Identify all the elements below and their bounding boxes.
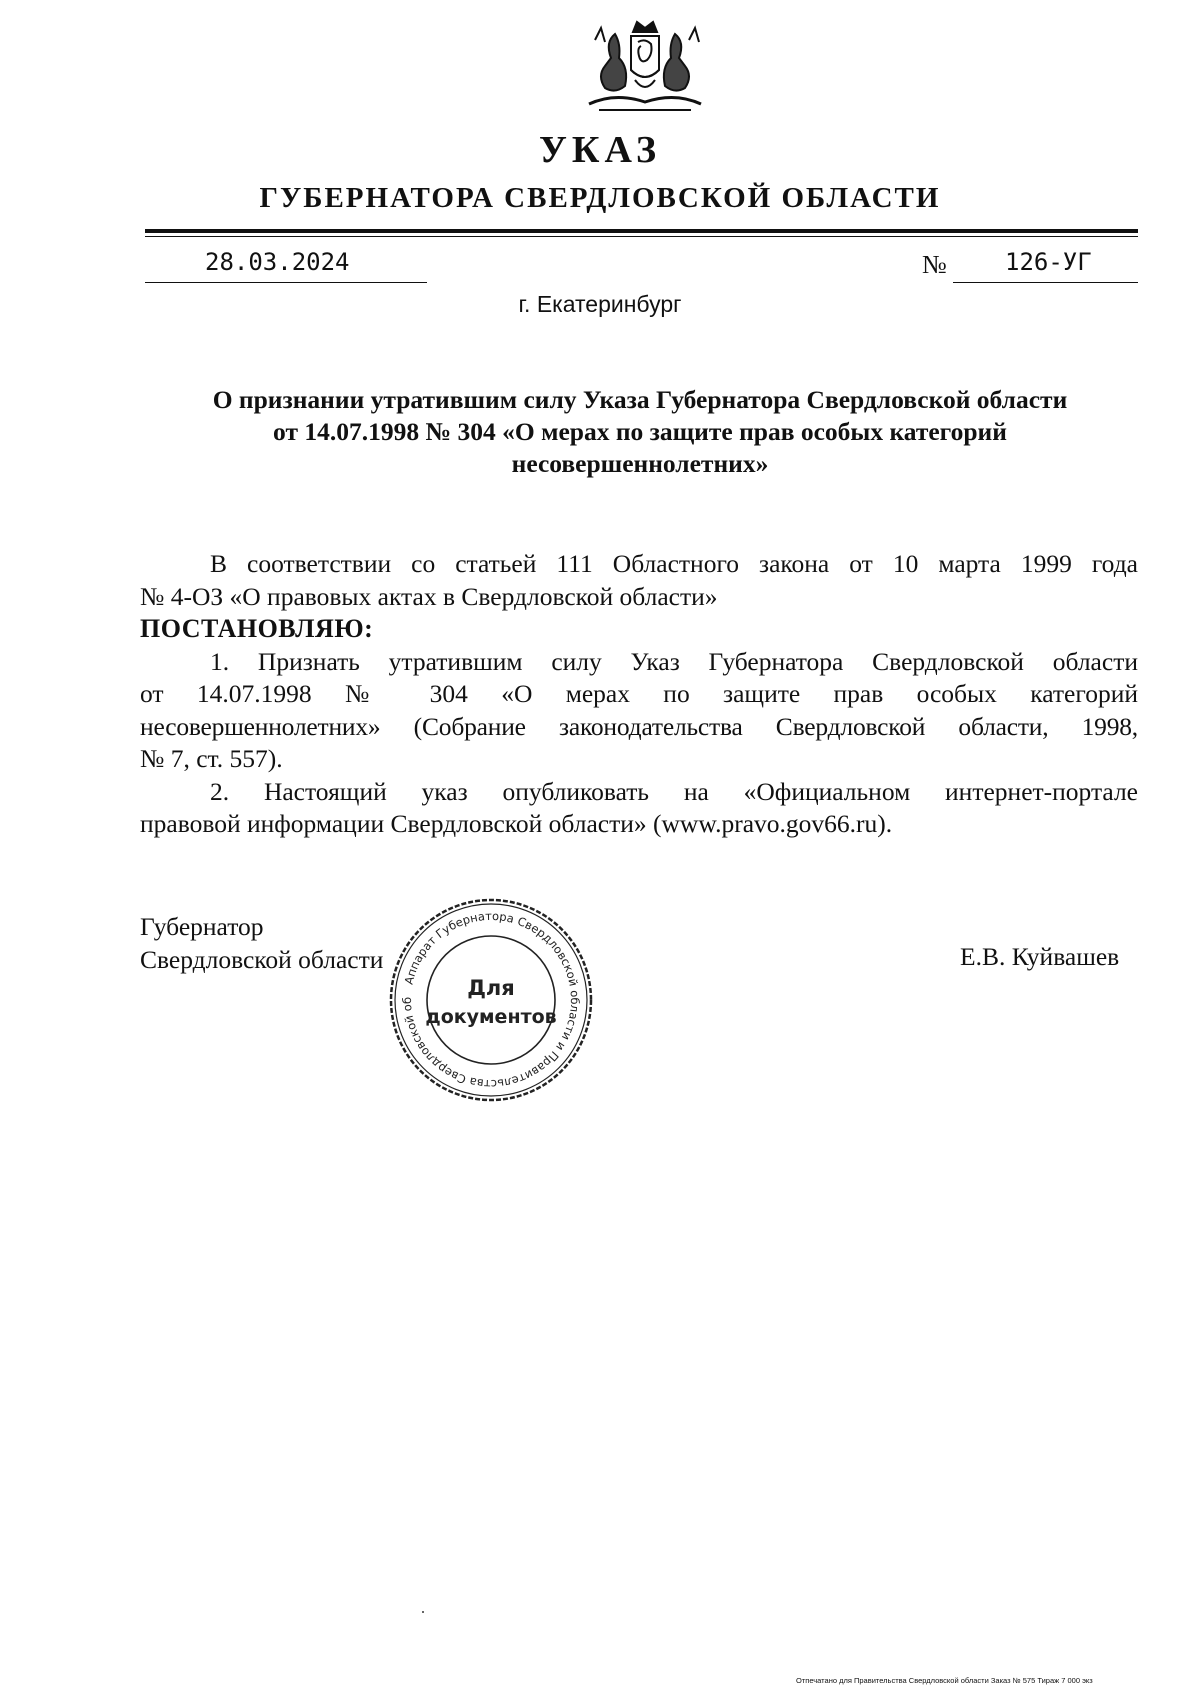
scan-speck xyxy=(422,1611,424,1613)
heading-line: от 14.07.1998 № 304 «О мерах по защите прав особых категорий xyxy=(273,417,1007,446)
number-sign: № xyxy=(922,250,947,279)
print-note: Отпечатано для Правительства Свердловской области Заказ № 575 Тираж 7 000 экз xyxy=(796,1676,1093,1685)
header-rule-thin xyxy=(145,236,1138,237)
heading-line: несовершеннолетних» xyxy=(511,449,769,478)
preamble-line: В соответствии со статьей 111 Областного закона от 10 марта 1999 года xyxy=(210,549,1138,578)
date-underline xyxy=(145,282,427,283)
signatory-position xyxy=(140,910,383,976)
header-rule-thick xyxy=(145,229,1138,233)
item-1-line: несовершеннолетних» (Собрание законодательства Свердловской области, 1998, xyxy=(140,711,1138,741)
issuer-title: ГУБЕРНАТОРА СВЕРДЛОВСКОЙ ОБЛАСТИ xyxy=(259,182,941,214)
document-date: 28.03.2024 xyxy=(205,248,350,276)
item-1-line: № 7, ст. 557). xyxy=(140,744,283,773)
document-heading xyxy=(150,384,1130,480)
city: г. Екатеринбург xyxy=(518,291,682,317)
item-2-line: правовой информации Свердловской области» (www.pravo.gov66.ru). xyxy=(140,809,893,838)
svg-text:Аппарат Губернатора Свердловск: Аппарат Губернатора Свердловской области и Правительства Свердловской об xyxy=(399,908,583,1092)
document-number: 126-УГ xyxy=(1005,248,1092,276)
official-seal xyxy=(386,895,596,1105)
document-body xyxy=(140,548,1138,841)
item-1-line: от 14.07.1998 № 304 «О мерах по защите прав особых категорий xyxy=(140,679,1138,708)
heading-line: О признании утратившим силу Указа Губернатора Свердловской области xyxy=(212,385,1068,414)
item-1-line: 1. Признать утратившим силу Указ Губернатора Свердловской области xyxy=(210,646,1138,676)
number-underline xyxy=(953,282,1138,283)
position-line: Свердловской области xyxy=(140,945,384,974)
signatory-name: Е.В. Куйвашев xyxy=(960,942,1120,971)
svg-text:документов: документов xyxy=(425,1006,557,1028)
position-line: Губернатор xyxy=(140,912,264,941)
resolution-word: ПОСТАНОВЛЯЮ: xyxy=(140,614,374,643)
item-2-line: 2. Настоящий указ опубликовать на «Официальном интернет-портале xyxy=(210,776,1138,806)
preamble-line: № 4-ОЗ «О правовых актах в Свердловской области» xyxy=(140,581,718,611)
svg-text:Для: Для xyxy=(467,976,515,1000)
coat-of-arms-icon xyxy=(575,18,715,118)
document-type-title: УКАЗ xyxy=(539,129,661,171)
